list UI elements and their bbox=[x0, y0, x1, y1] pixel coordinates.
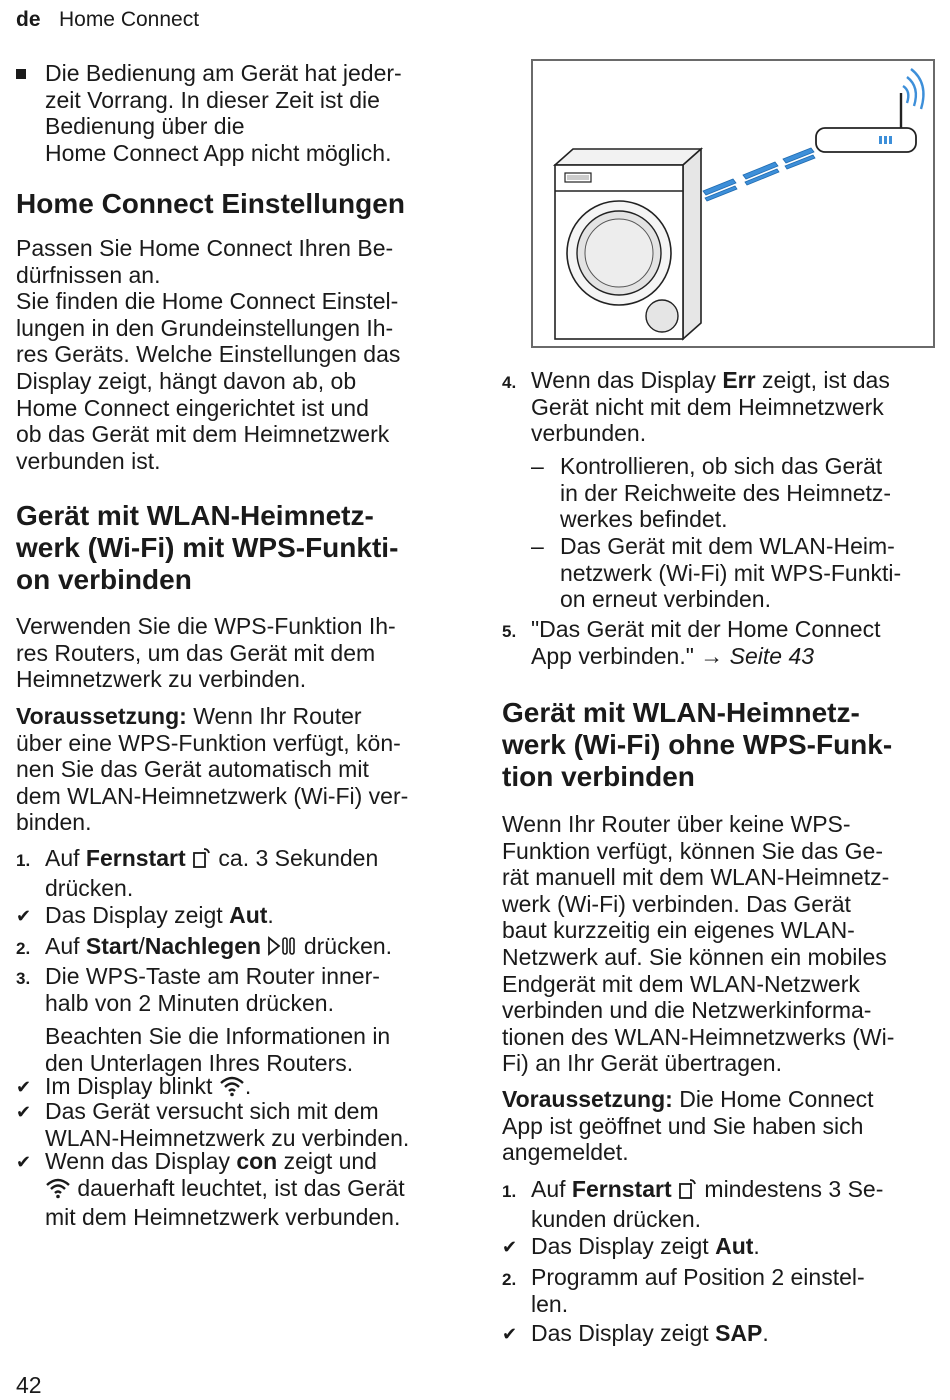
text-line: über eine WPS-Funktion verfügt, kön- bbox=[16, 729, 401, 756]
result-item bbox=[502, 1320, 942, 1347]
section-heading-wps bbox=[16, 500, 456, 596]
text-line: rät manuell mit dem WLAN-Heimnetz- bbox=[502, 864, 890, 891]
page-header bbox=[16, 8, 199, 32]
text-span: Auf bbox=[45, 845, 86, 871]
text-line: Das Gerät mit dem WLAN-Heim- bbox=[560, 533, 895, 559]
text-line: Fi) an Ihr Gerät übertragen. bbox=[502, 1050, 782, 1077]
heading-line: werk (Wi-Fi) ohne WPS-Funk- bbox=[502, 729, 893, 760]
text-line: App ist geöffnet und Sie haben sich bbox=[502, 1112, 864, 1139]
check-icon: ✔ bbox=[502, 1324, 518, 1344]
text-span: ca. 3 Sekunden bbox=[212, 845, 379, 871]
text-line: verbunden ist. bbox=[16, 447, 161, 474]
text-line: Kontrollieren, ob sich das Gerät bbox=[560, 453, 883, 479]
text-line: werk (Wi-Fi) verbinden. Das Gerät bbox=[502, 890, 851, 917]
step-item bbox=[502, 1264, 942, 1317]
text-span: . bbox=[267, 902, 274, 928]
settings-paragraph bbox=[16, 235, 456, 474]
text-line: zeit Vorrang. In dieser Zeit ist die bbox=[45, 86, 380, 113]
remote-start-icon bbox=[678, 1178, 698, 1206]
display-code: Err bbox=[722, 367, 756, 393]
step-item bbox=[16, 845, 456, 901]
result-item bbox=[16, 902, 456, 929]
step-number: 1. bbox=[502, 1182, 517, 1201]
display-code: SAP bbox=[715, 1320, 763, 1346]
display-code: Aut bbox=[715, 1233, 754, 1259]
text-line: Gerät nicht mit dem Heimnetzwerk bbox=[531, 393, 884, 420]
text-line: Programm auf Position 2 einstel- bbox=[531, 1264, 865, 1290]
text-span: Wenn das Display bbox=[531, 367, 723, 393]
text-line: Sie finden die Home Connect Einstel- bbox=[16, 288, 399, 315]
check-icon: ✔ bbox=[16, 1102, 32, 1122]
text-line: Home Connect App nicht möglich. bbox=[45, 139, 392, 166]
step-number: 4. bbox=[502, 373, 517, 392]
bullet-item bbox=[16, 60, 456, 166]
start-pause-icon bbox=[267, 935, 297, 963]
step-item bbox=[502, 1176, 942, 1232]
step-number: 5. bbox=[502, 622, 517, 641]
heading-line: tion verbinden bbox=[502, 761, 695, 792]
text-line: Das Gerät versucht sich mit dem bbox=[45, 1098, 379, 1124]
text-span: Das Display zeigt bbox=[531, 1233, 716, 1259]
text-line: "Das Gerät mit der Home Connect bbox=[531, 616, 881, 642]
text-line: drücken. bbox=[45, 874, 134, 901]
heading-line: on verbinden bbox=[16, 564, 192, 595]
text-line: res Routers, um das Gerät mit dem bbox=[16, 639, 376, 666]
text-span: drücken. bbox=[297, 933, 393, 959]
heading-line: werk (Wi-Fi) mit WPS-Funkti- bbox=[16, 532, 399, 563]
text-span: Wenn das Display bbox=[45, 1148, 237, 1174]
text-line: in der Reichweite des Heimnetz- bbox=[560, 479, 892, 506]
text-line: WLAN-Heimnetzwerk zu verbinden. bbox=[45, 1124, 410, 1151]
text-span: zeigt, ist das bbox=[755, 367, 890, 393]
text-line: baut kurzzeitig ein eigenes WLAN- bbox=[502, 917, 855, 944]
text-span: Das Display zeigt bbox=[45, 902, 230, 928]
header-title: Home Connect bbox=[58, 8, 200, 31]
text-line: Netzwerk auf. Sie können ein mobiles bbox=[502, 943, 887, 970]
result-item bbox=[16, 1148, 456, 1231]
text-line: mit dem Heimnetzwerk verbunden. bbox=[45, 1204, 401, 1231]
square-bullet-icon bbox=[16, 69, 26, 79]
text-line: Verwenden Sie die WPS-Funktion Ih- bbox=[16, 613, 396, 639]
heading-line: Gerät mit WLAN-Heimnetz- bbox=[502, 697, 860, 728]
illustration-svg bbox=[533, 61, 933, 346]
text-line: tionen des WLAN-Heimnetzwerks (Wi- bbox=[502, 1023, 895, 1050]
text-line: Endgerät mit dem WLAN-Netzwerk bbox=[502, 970, 860, 997]
button-name: Fernstart bbox=[85, 845, 186, 871]
text-line: Bedienung über die bbox=[45, 113, 245, 140]
text-line: Die WPS-Taste am Router inner- bbox=[45, 963, 380, 989]
text-line: halb von 2 Minuten drücken. bbox=[45, 989, 334, 1016]
text-span: dauerhaft leuchtet, ist das Gerät bbox=[71, 1174, 405, 1201]
step-number: 2. bbox=[502, 1270, 517, 1289]
section-heading-settings: Home Connect Einstellungen bbox=[16, 188, 405, 219]
step-item bbox=[502, 367, 942, 447]
text-span: mindestens 3 Se- bbox=[698, 1176, 884, 1202]
no-wps-requirement bbox=[502, 1086, 942, 1166]
step-item bbox=[502, 616, 942, 669]
arrow-icon: → bbox=[700, 642, 724, 669]
text-line: netzwerk (Wi-Fi) mit WPS-Funkti- bbox=[560, 559, 902, 586]
text-line: nen Sie das Gerät automatisch mit bbox=[16, 756, 369, 783]
dash-marker: – bbox=[531, 533, 544, 559]
check-icon: ✔ bbox=[16, 1152, 32, 1172]
step-number: 1. bbox=[16, 851, 31, 870]
page-reference-link[interactable]: Seite 43 bbox=[723, 642, 815, 669]
requirement-label: Voraussetzung: bbox=[502, 1086, 673, 1112]
text-line: ob das Gerät mit dem Heimnetzwerk bbox=[16, 421, 390, 448]
language-code: de bbox=[16, 8, 41, 31]
dash-item bbox=[531, 453, 941, 533]
text-line: dürfnissen an. bbox=[16, 261, 161, 288]
no-wps-paragraph bbox=[502, 811, 942, 1077]
text-line: len. bbox=[531, 1290, 569, 1317]
section-heading-no-wps bbox=[502, 697, 942, 793]
button-name: Start bbox=[85, 933, 139, 959]
text-line: lungen in den Grundeinstellungen Ih- bbox=[16, 314, 394, 341]
check-icon: ✔ bbox=[502, 1237, 518, 1257]
step-number: 3. bbox=[16, 969, 31, 988]
text-span: Auf bbox=[531, 1176, 572, 1202]
text-line: Wenn Ihr Router über keine WPS- bbox=[502, 811, 851, 837]
text-line: kunden drücken. bbox=[531, 1205, 702, 1232]
check-icon: ✔ bbox=[16, 1077, 32, 1097]
text-line: werkes befindet. bbox=[560, 506, 728, 533]
text-line: on erneut verbinden. bbox=[560, 586, 771, 613]
text-line: dem WLAN-Heimnetzwerk (Wi-Fi) ver- bbox=[16, 782, 409, 809]
text-span: App verbinden." bbox=[531, 642, 701, 669]
dash-marker: – bbox=[531, 453, 544, 479]
washer-router-illustration bbox=[531, 59, 935, 348]
text-line: verbinden und die Netzwerkinforma- bbox=[502, 997, 872, 1024]
router-note bbox=[45, 1023, 456, 1076]
dash-item bbox=[531, 533, 941, 613]
wps-requirement bbox=[16, 703, 456, 836]
text-span: . bbox=[762, 1320, 769, 1346]
step-number: 2. bbox=[16, 939, 31, 958]
text-line: den Unterlagen Ihres Routers. bbox=[45, 1049, 354, 1076]
step-item bbox=[16, 933, 456, 963]
check-icon: ✔ bbox=[16, 906, 32, 926]
text-line: verbunden. bbox=[531, 420, 647, 447]
button-name: Fernstart bbox=[571, 1176, 672, 1202]
button-name: Nachlegen bbox=[144, 933, 262, 959]
text-line: Home Connect eingerichtet ist und bbox=[16, 394, 369, 421]
text-line: Beachten Sie die Informationen in bbox=[45, 1023, 391, 1049]
text-span: Wenn Ihr Router bbox=[186, 703, 362, 729]
text-span: Im Display blinkt bbox=[45, 1073, 219, 1099]
text-span: . bbox=[244, 1073, 252, 1099]
text-span: / bbox=[138, 933, 145, 959]
text-line: res Geräts. Welche Einstellungen das bbox=[16, 341, 401, 368]
text-line: Die Bedienung am Gerät hat jeder- bbox=[45, 60, 402, 86]
text-line: Funktion verfügt, können Sie das Ge- bbox=[502, 837, 883, 864]
wifi-icon bbox=[45, 1177, 71, 1205]
text-span: zeigt und bbox=[277, 1148, 377, 1174]
result-item bbox=[502, 1233, 942, 1260]
text-span: Das Display zeigt bbox=[531, 1320, 716, 1346]
text-span: . bbox=[753, 1233, 760, 1259]
requirement-label: Voraussetzung: bbox=[16, 703, 187, 729]
display-code: Aut bbox=[229, 902, 268, 928]
display-code: con bbox=[236, 1148, 278, 1174]
text-span: Die Home Connect bbox=[672, 1086, 874, 1112]
wps-intro bbox=[16, 613, 456, 693]
result-item bbox=[16, 1098, 456, 1151]
text-line: angemeldet. bbox=[502, 1139, 629, 1166]
step-item bbox=[16, 963, 456, 1016]
page-number: 42 bbox=[16, 1372, 42, 1398]
text-line: Display zeigt, hängt davon ab, ob bbox=[16, 367, 357, 394]
heading-line: Gerät mit WLAN-Heimnetz- bbox=[16, 500, 374, 531]
text-line: Heimnetzwerk zu verbinden. bbox=[16, 666, 307, 693]
remote-start-icon bbox=[192, 847, 212, 875]
text-line: binden. bbox=[16, 809, 92, 836]
text-span: Auf bbox=[45, 933, 86, 959]
text-line: Passen Sie Home Connect Ihren Be- bbox=[16, 235, 394, 261]
